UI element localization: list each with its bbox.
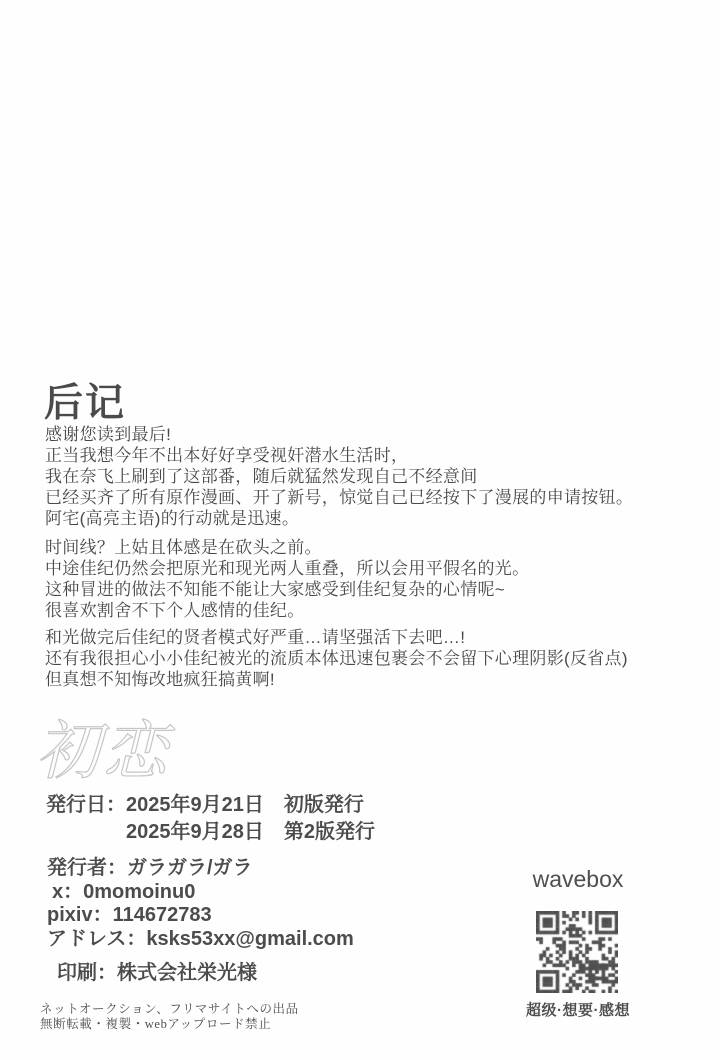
afterword-paragraph-2: 时间线？上姑且体感是在砍头之前。 中途佳纪仍然会把原光和现光两人重叠，所以会用平假名的光。 这种冒进的做法不知能不能让大家感受到佳纪复杂的心情呢~ 很喜欢割舍不下个人感情的佳纪。 — [45, 538, 530, 620]
issue-date-label: 発行日： — [46, 794, 126, 816]
qr-code — [536, 911, 618, 993]
page-title: 后记 — [44, 382, 127, 425]
afterword-paragraph-3: 和光做完后佳纪的贤者模式好严重…请坚强活下去吧…! 还有我很担心小小佳纪被光的流质本体迅速包裹会不会留下心理阴影(反省点) 但真想不知悔改地疯狂搞黄啊! — [45, 628, 628, 689]
qr-caption: 超级·想要·感想 — [526, 1002, 630, 1019]
issue-date-values: 2025年9月21日 初版発行 2025年9月28日 第2版発行 — [126, 794, 375, 843]
resale-notice: ネットオークション、フリマサイトへの出品 無断転載・複製・webアップロード禁止 — [40, 1002, 299, 1031]
publisher-block: 発行者：ガラガラ/ガラ x：0momoinu0 pixiv：114672783 アドレス：ksks53xx@gmail.com — [47, 857, 354, 950]
wavebox-label: wavebox — [532, 866, 624, 892]
afterword-paragraph-1: 感谢您读到最后! 正当我想今年不出本好好享受视奸潜水生活时， 我在奈飞上刷到了这部番，随后就猛然发现自己不经意间 已经买齐了所有原作漫画、开了新号，惊觉自己已经按下了漫展的申请按钮。 阿宅(高亮主语)的行动就是迅速。 — [45, 425, 634, 528]
issue-date-row — [46, 792, 375, 846]
printer-line: 印刷：株式会社栄光様 — [57, 962, 257, 984]
title-watermark: 初恋 — [36, 715, 170, 789]
